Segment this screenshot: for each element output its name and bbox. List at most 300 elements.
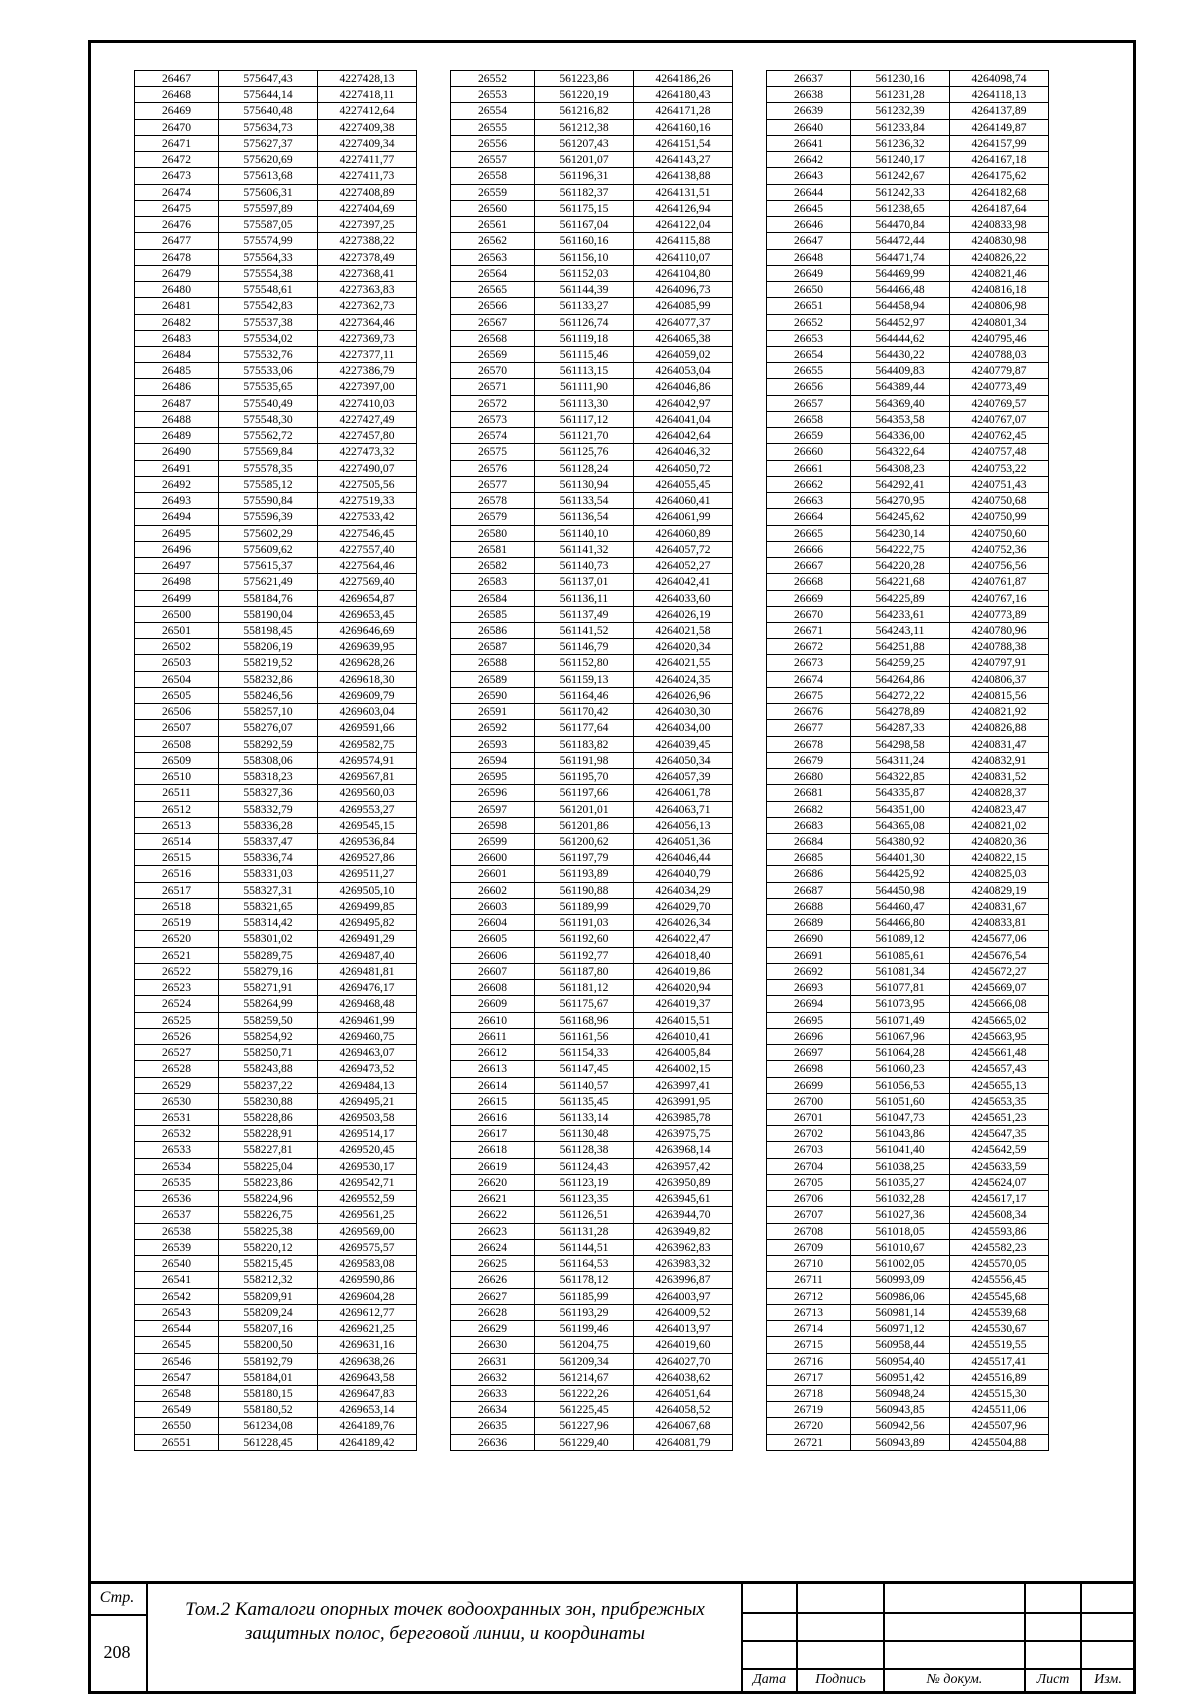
point-number: 26524 [135, 996, 219, 1012]
point-number: 26504 [135, 671, 219, 687]
coord-x: 575640,48 [219, 103, 318, 119]
coord-y: 4269628,26 [318, 655, 417, 671]
point-number: 26496 [135, 541, 219, 557]
point-number: 26671 [767, 622, 851, 638]
coord-y: 4269545,15 [318, 817, 417, 833]
coord-x: 558230,88 [219, 1093, 318, 1109]
table-row [135, 558, 417, 574]
point-number: 26622 [451, 1207, 535, 1223]
coord-x: 560951,42 [851, 1369, 950, 1385]
table-row [135, 1126, 417, 1142]
point-number: 26719 [767, 1402, 851, 1418]
coord-y: 4227428,13 [318, 71, 417, 87]
table-row [767, 1353, 1049, 1369]
point-number: 26615 [451, 1093, 535, 1109]
point-number: 26522 [135, 963, 219, 979]
coord-y: 4264027,70 [634, 1353, 733, 1369]
coord-y: 4227363,83 [318, 282, 417, 298]
coord-x: 561002,05 [851, 1256, 950, 1272]
coord-y: 4240750,99 [950, 509, 1049, 525]
table-row [135, 71, 417, 87]
coord-y: 4240829,19 [950, 882, 1049, 898]
table-row [135, 1093, 417, 1109]
coord-y: 4227569,40 [318, 574, 417, 590]
point-number: 26673 [767, 655, 851, 671]
table-row [451, 704, 733, 720]
point-number: 26591 [451, 704, 535, 720]
point-number: 26597 [451, 801, 535, 817]
point-number: 26494 [135, 509, 219, 525]
table-row [767, 152, 1049, 168]
coord-y: 4245657,43 [950, 1061, 1049, 1077]
point-number: 26547 [135, 1369, 219, 1385]
table-row [451, 1369, 733, 1385]
coord-x: 561242,33 [851, 184, 950, 200]
title-block [88, 1581, 1136, 1694]
coord-y: 4264026,19 [634, 606, 733, 622]
coord-x: 575533,06 [219, 363, 318, 379]
coord-y: 4240773,89 [950, 606, 1049, 622]
coord-x: 558224,96 [219, 1191, 318, 1207]
coord-y: 4227397,00 [318, 379, 417, 395]
point-number: 26537 [135, 1207, 219, 1223]
coord-y: 4227409,38 [318, 119, 417, 135]
table-row [451, 882, 733, 898]
point-number: 26609 [451, 996, 535, 1012]
point-number: 26502 [135, 639, 219, 655]
coord-x: 558327,31 [219, 882, 318, 898]
coord-x: 564311,24 [851, 752, 950, 768]
point-number: 26575 [451, 444, 535, 460]
coord-x: 575602,29 [219, 525, 318, 541]
table-row [451, 1337, 733, 1353]
table-row [767, 655, 1049, 671]
coord-y: 4264122,04 [634, 217, 733, 233]
table-row [767, 1418, 1049, 1434]
coord-y: 4269654,87 [318, 590, 417, 606]
table-row [767, 704, 1049, 720]
coord-x: 564220,28 [851, 558, 950, 574]
point-number: 26492 [135, 476, 219, 492]
coord-x: 561233,84 [851, 119, 950, 135]
table-row [451, 200, 733, 216]
table-row [451, 184, 733, 200]
coord-y: 4240788,38 [950, 639, 1049, 655]
coord-y: 4264077,37 [634, 314, 733, 330]
table-row [135, 379, 417, 395]
table-row [135, 1353, 417, 1369]
table-row [767, 1174, 1049, 1190]
coord-x: 558219,52 [219, 655, 318, 671]
point-number: 26648 [767, 249, 851, 265]
table-row [451, 866, 733, 882]
coord-y: 4245665,02 [950, 1012, 1049, 1028]
table-row [135, 639, 417, 655]
coord-x: 575627,37 [219, 135, 318, 151]
coord-x: 560971,12 [851, 1321, 950, 1337]
point-number: 26556 [451, 135, 535, 151]
coord-y: 4264104,80 [634, 265, 733, 281]
point-number: 26528 [135, 1061, 219, 1077]
coord-x: 575621,49 [219, 574, 318, 590]
coord-x: 558184,01 [219, 1369, 318, 1385]
coord-y: 4264096,73 [634, 282, 733, 298]
coord-y: 4245570,05 [950, 1256, 1049, 1272]
table-row [767, 1061, 1049, 1077]
coord-x: 558220,12 [219, 1239, 318, 1255]
coord-y: 4263950,89 [634, 1174, 733, 1190]
point-number: 26560 [451, 200, 535, 216]
table-row [135, 411, 417, 427]
coord-y: 4264126,94 [634, 200, 733, 216]
coord-y: 4269460,75 [318, 1028, 417, 1044]
point-number: 26600 [451, 850, 535, 866]
coord-x: 558226,75 [219, 1207, 318, 1223]
coord-y: 4245608,34 [950, 1207, 1049, 1223]
table-row [767, 882, 1049, 898]
date-label: Дата [752, 1672, 787, 1687]
coord-x: 561126,51 [535, 1207, 634, 1223]
point-number: 26654 [767, 346, 851, 362]
point-number: 26566 [451, 298, 535, 314]
point-number: 26716 [767, 1353, 851, 1369]
table-row [767, 249, 1049, 265]
coord-y: 4240806,37 [950, 671, 1049, 687]
coord-y: 4264060,41 [634, 493, 733, 509]
coord-x: 561131,28 [535, 1223, 634, 1239]
coord-y: 4263968,14 [634, 1142, 733, 1158]
point-number: 26616 [451, 1110, 535, 1126]
coord-x: 561133,27 [535, 298, 634, 314]
coord-x: 561185,99 [535, 1288, 634, 1304]
point-number: 26532 [135, 1126, 219, 1142]
point-number: 26482 [135, 314, 219, 330]
coord-y: 4269646,69 [318, 622, 417, 638]
point-number: 26678 [767, 736, 851, 752]
table-row [451, 752, 733, 768]
coord-y: 4264038,62 [634, 1369, 733, 1385]
table-row [451, 103, 733, 119]
coord-x: 558264,99 [219, 996, 318, 1012]
coord-x: 575609,62 [219, 541, 318, 557]
coord-x: 564278,89 [851, 704, 950, 720]
table-row [451, 1191, 733, 1207]
coord-x: 561193,89 [535, 866, 634, 882]
point-number: 26676 [767, 704, 851, 720]
table-row [451, 135, 733, 151]
table-row [451, 1353, 733, 1369]
coord-x: 564472,44 [851, 233, 950, 249]
coord-x: 558336,74 [219, 850, 318, 866]
table-row [767, 1045, 1049, 1061]
coord-y: 4264151,54 [634, 135, 733, 151]
point-number: 26477 [135, 233, 219, 249]
coord-y: 4264110,07 [634, 249, 733, 265]
coord-x: 561225,45 [535, 1402, 634, 1418]
table-row [451, 1012, 733, 1028]
point-number: 26580 [451, 525, 535, 541]
table-row [451, 1207, 733, 1223]
coord-x: 561189,99 [535, 898, 634, 914]
signature-label: Подпись [815, 1672, 866, 1687]
coord-x: 558259,50 [219, 1012, 318, 1028]
coord-y: 4227411,73 [318, 168, 417, 184]
sheet-label: Лист [1036, 1672, 1070, 1687]
coord-y: 4264149,87 [950, 119, 1049, 135]
coord-y: 4269639,95 [318, 639, 417, 655]
table-row [135, 1304, 417, 1320]
table-row [135, 395, 417, 411]
coord-y: 4227378,49 [318, 249, 417, 265]
table-row [767, 1093, 1049, 1109]
coord-x: 561187,80 [535, 963, 634, 979]
coord-x: 561170,42 [535, 704, 634, 720]
point-number: 26521 [135, 947, 219, 963]
table-row [135, 801, 417, 817]
coord-x: 561197,66 [535, 785, 634, 801]
point-number: 26601 [451, 866, 535, 882]
coord-x: 560943,89 [851, 1434, 950, 1450]
coord-x: 561152,03 [535, 265, 634, 281]
coord-y: 4264137,89 [950, 103, 1049, 119]
table-row [767, 119, 1049, 135]
table-row [135, 850, 417, 866]
point-number: 26624 [451, 1239, 535, 1255]
point-number: 26571 [451, 379, 535, 395]
point-number: 26595 [451, 769, 535, 785]
coord-y: 4264065,38 [634, 330, 733, 346]
table-row [135, 1174, 417, 1190]
point-number: 26577 [451, 476, 535, 492]
point-number: 26523 [135, 980, 219, 996]
table-row [451, 574, 733, 590]
table-row [767, 265, 1049, 281]
table-row [451, 834, 733, 850]
coord-y: 4264180,43 [634, 87, 733, 103]
point-number: 26703 [767, 1142, 851, 1158]
coord-y: 4263983,32 [634, 1256, 733, 1272]
coord-y: 4264026,96 [634, 687, 733, 703]
coord-y: 4269560,03 [318, 785, 417, 801]
coord-y: 4269468,48 [318, 996, 417, 1012]
coord-y: 4245653,35 [950, 1093, 1049, 1109]
coord-x: 561177,64 [535, 720, 634, 736]
point-number: 26581 [451, 541, 535, 557]
table-row [135, 687, 417, 703]
coord-x: 561121,70 [535, 428, 634, 444]
coord-x: 561140,10 [535, 525, 634, 541]
coord-y: 4227368,41 [318, 265, 417, 281]
coord-x: 575606,31 [219, 184, 318, 200]
coord-x: 561047,73 [851, 1110, 950, 1126]
point-number: 26680 [767, 769, 851, 785]
point-number: 26696 [767, 1028, 851, 1044]
table-row [767, 1272, 1049, 1288]
coord-x: 564351,00 [851, 801, 950, 817]
table-row [451, 720, 733, 736]
table-row [451, 119, 733, 135]
point-number: 26578 [451, 493, 535, 509]
point-number: 26700 [767, 1093, 851, 1109]
coord-x: 564270,95 [851, 493, 950, 509]
point-number: 26660 [767, 444, 851, 460]
table-row [451, 622, 733, 638]
table-row [767, 898, 1049, 914]
table-row [451, 1434, 733, 1450]
table-row [451, 817, 733, 833]
point-number: 26636 [451, 1434, 535, 1450]
point-number: 26677 [767, 720, 851, 736]
table-row [135, 1012, 417, 1028]
table-row [135, 655, 417, 671]
point-number: 26717 [767, 1369, 851, 1385]
table-row [767, 671, 1049, 687]
table-row [767, 1288, 1049, 1304]
coord-x: 561113,30 [535, 395, 634, 411]
table-row [767, 217, 1049, 233]
point-number: 26511 [135, 785, 219, 801]
point-number: 26526 [135, 1028, 219, 1044]
point-number: 26635 [451, 1418, 535, 1434]
table-row [767, 476, 1049, 492]
point-number: 26608 [451, 980, 535, 996]
point-number: 26618 [451, 1142, 535, 1158]
table-row [135, 590, 417, 606]
coord-x: 561204,75 [535, 1337, 634, 1353]
coord-y: 4264182,68 [950, 184, 1049, 200]
coord-y: 4227412,64 [318, 103, 417, 119]
coord-x: 564469,99 [851, 265, 950, 281]
coord-y: 4227388,22 [318, 233, 417, 249]
point-number: 26533 [135, 1142, 219, 1158]
coord-x: 560948,24 [851, 1385, 950, 1401]
point-number: 26565 [451, 282, 535, 298]
table-row [135, 1207, 417, 1223]
coord-y: 4240795,46 [950, 330, 1049, 346]
coord-y: 4264019,86 [634, 963, 733, 979]
table-row [135, 736, 417, 752]
coord-x: 564222,75 [851, 541, 950, 557]
table-row [767, 103, 1049, 119]
coord-x: 564225,89 [851, 590, 950, 606]
point-number: 26542 [135, 1288, 219, 1304]
coord-y: 4264186,26 [634, 71, 733, 87]
table-row [135, 87, 417, 103]
point-number: 26562 [451, 233, 535, 249]
coord-x: 558206,19 [219, 639, 318, 655]
point-number: 26684 [767, 834, 851, 850]
coord-x: 561137,01 [535, 574, 634, 590]
coord-y: 4269647,83 [318, 1385, 417, 1401]
table-row [135, 1077, 417, 1093]
coord-x: 561128,38 [535, 1142, 634, 1158]
coord-x: 575535,65 [219, 379, 318, 395]
coord-x: 558332,79 [219, 801, 318, 817]
coord-x: 564292,41 [851, 476, 950, 492]
table-row [767, 947, 1049, 963]
coord-x: 561193,29 [535, 1304, 634, 1320]
point-number: 26667 [767, 558, 851, 574]
coord-x: 561183,82 [535, 736, 634, 752]
coord-y: 4264057,39 [634, 769, 733, 785]
table-row [451, 346, 733, 362]
table-row [135, 200, 417, 216]
coord-y: 4245530,67 [950, 1321, 1049, 1337]
coord-y: 4264042,97 [634, 395, 733, 411]
coord-x: 558215,45 [219, 1256, 318, 1272]
coord-x: 564230,14 [851, 525, 950, 541]
coord-x: 558276,07 [219, 720, 318, 736]
table-row [767, 639, 1049, 655]
coord-y: 4264046,32 [634, 444, 733, 460]
point-number: 26665 [767, 525, 851, 541]
coord-x: 561126,74 [535, 314, 634, 330]
coord-y: 4240831,47 [950, 736, 1049, 752]
coord-y: 4269481,81 [318, 963, 417, 979]
table-row [451, 444, 733, 460]
coord-y: 4264053,04 [634, 363, 733, 379]
coord-y: 4264058,52 [634, 1402, 733, 1418]
table-row [451, 1158, 733, 1174]
point-number: 26484 [135, 346, 219, 362]
coord-y: 4240797,91 [950, 655, 1049, 671]
table-row [135, 606, 417, 622]
coord-x: 561115,46 [535, 346, 634, 362]
coord-x: 561067,96 [851, 1028, 950, 1044]
point-number: 26599 [451, 834, 535, 850]
table-row [135, 476, 417, 492]
point-number: 26656 [767, 379, 851, 395]
point-number: 26708 [767, 1223, 851, 1239]
table-row [767, 720, 1049, 736]
table-row [135, 265, 417, 281]
coord-x: 575634,73 [219, 119, 318, 135]
coord-x: 561152,80 [535, 655, 634, 671]
table-row [767, 444, 1049, 460]
coord-y: 4227519,33 [318, 493, 417, 509]
coord-x: 561035,27 [851, 1174, 950, 1190]
coord-y: 4245539,68 [950, 1304, 1049, 1320]
table-row [451, 1385, 733, 1401]
coord-y: 4245676,54 [950, 947, 1049, 963]
coord-x: 558314,42 [219, 915, 318, 931]
coord-y: 4264061,99 [634, 509, 733, 525]
coord-x: 558308,06 [219, 752, 318, 768]
table-row [135, 898, 417, 914]
table-row [135, 330, 417, 346]
coord-y: 4245677,06 [950, 931, 1049, 947]
point-number: 26694 [767, 996, 851, 1012]
table-row [767, 980, 1049, 996]
coord-y: 4269463,07 [318, 1045, 417, 1061]
coord-x: 558198,45 [219, 622, 318, 638]
coord-y: 4240831,67 [950, 898, 1049, 914]
coord-x: 561223,86 [535, 71, 634, 87]
coord-x: 561195,70 [535, 769, 634, 785]
coord-y: 4240833,98 [950, 217, 1049, 233]
table-row [451, 71, 733, 87]
coord-x: 561238,65 [851, 200, 950, 216]
table-row [451, 687, 733, 703]
point-number: 26481 [135, 298, 219, 314]
coord-y: 4264030,30 [634, 704, 733, 720]
point-number: 26515 [135, 850, 219, 866]
table-row [767, 200, 1049, 216]
coord-x: 561141,32 [535, 541, 634, 557]
coord-y: 4269653,45 [318, 606, 417, 622]
coord-y: 4240822,15 [950, 850, 1049, 866]
coord-x: 564369,40 [851, 395, 950, 411]
